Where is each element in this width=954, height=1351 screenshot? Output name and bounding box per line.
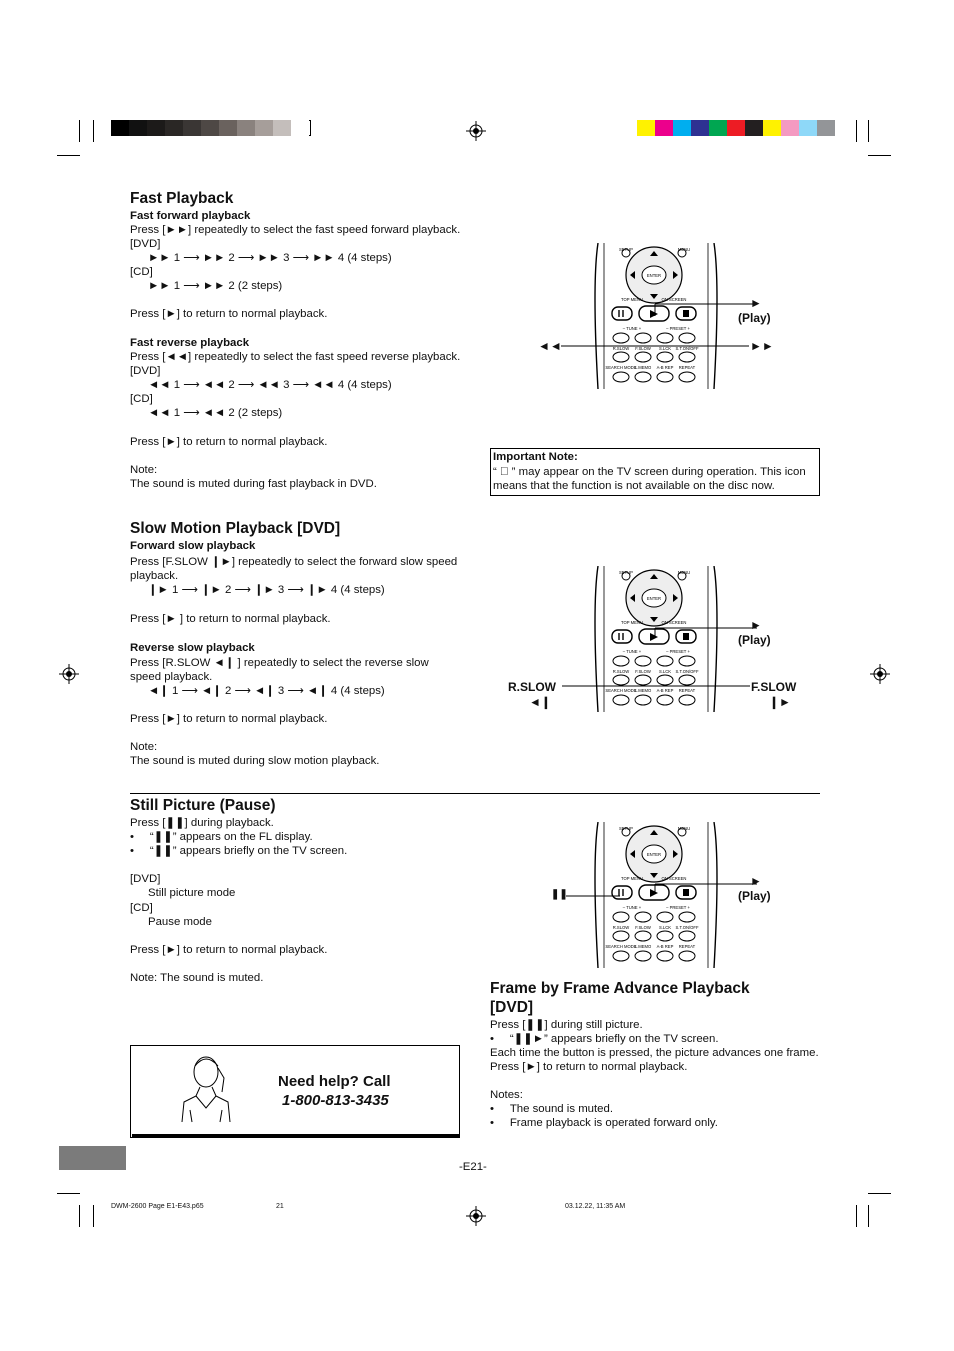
slow-motion-title: Slow Motion Playback [DVD]	[130, 520, 341, 537]
function-button	[635, 695, 651, 705]
frame-line3: Press [►] to return to normal playback.	[490, 1061, 688, 1073]
function-button	[657, 695, 673, 705]
rewind-label: ◄◄	[538, 339, 562, 353]
fast-note-label: Note:	[130, 464, 158, 476]
function-label: S.T.ON/OFF	[675, 346, 699, 351]
footer-num: 21	[276, 1203, 284, 1210]
reverse-slow-intro2: speed playback.	[130, 671, 213, 683]
preset-label: – PRESET +	[666, 326, 690, 331]
function-label: R.SLOW	[612, 925, 630, 930]
enter-label: ENTER	[646, 596, 662, 601]
function-button	[657, 931, 673, 941]
still-cd-label: [CD]	[130, 902, 153, 914]
reverse-slow-intro1: Press [R.SLOW ◄❙ ] repeatedly to select the reverse slow	[130, 657, 429, 669]
function-button	[613, 931, 629, 941]
play-label-2: (Play)	[738, 633, 771, 647]
color-swatch	[763, 120, 781, 136]
function-label: SEARCH MODE	[605, 365, 637, 370]
color-swatch	[129, 120, 147, 136]
frame-note2-text: Frame playback is operated forward only.	[509, 1117, 718, 1129]
on-screen-label: ON SCREEN	[661, 876, 687, 881]
color-swatch	[183, 120, 201, 136]
fast-playback-title: Fast Playback	[130, 190, 234, 207]
color-swatch	[237, 120, 255, 136]
function-button	[657, 951, 673, 961]
skip-button	[635, 912, 651, 922]
function-button	[635, 352, 651, 362]
function-label: A-B REP	[656, 944, 674, 949]
color-swatch	[637, 120, 655, 136]
function-label: S.LCK	[658, 925, 672, 930]
function-label: S.LCK	[658, 346, 672, 351]
function-label: REPEAT	[678, 365, 696, 370]
important-note-line2: means that the function is not available on the disc now.	[493, 480, 775, 492]
frame-note1-text: The sound is muted.	[509, 1103, 614, 1115]
frame-notes-label: Notes:	[490, 1089, 523, 1101]
still-bullet1: • “❚❚” appears on the FL display.	[130, 831, 313, 843]
fast-forward-heading: Fast forward playback	[130, 210, 251, 222]
forward-slow-heading: Forward slow playback	[130, 540, 256, 552]
registration-mark-right	[870, 664, 890, 684]
play-arrow-3: ►	[750, 874, 762, 888]
help-phone-number: 1-800-813-3435	[282, 1092, 389, 1109]
skip-button	[613, 912, 629, 922]
function-label: A-B REP	[656, 365, 674, 370]
frame-line2: Each time the button is pressed, the picture advances one frame.	[490, 1047, 819, 1059]
ff-dvd-sequence: ►► 1 ⟶ ►► 2 ⟶ ►► 3 ⟶ ►► 4 (4 steps)	[148, 252, 392, 264]
setup-label: SETUP	[619, 826, 633, 831]
top-menu-label: TOP MENU	[621, 620, 643, 625]
function-label: SEARCH MODE	[605, 688, 637, 693]
reverse-slow-sequence: ◄❙ 1 ⟶ ◄❙ 2 ⟶ ◄❙ 3 ⟶ ◄❙ 4 (4 steps)	[148, 685, 385, 697]
function-label: F.SLOW	[635, 925, 651, 930]
help-text: Need help? Call	[278, 1073, 391, 1090]
fr-dvd-sequence: ◄◄ 1 ⟶ ◄◄ 2 ⟶ ◄◄ 3 ⟶ ◄◄ 4 (4 steps)	[148, 379, 392, 391]
function-label: R.SLOW	[612, 669, 630, 674]
still-dvd-mode: Still picture mode	[148, 887, 236, 899]
important-note-title: Important Note:	[493, 451, 578, 463]
slow-note: The sound is muted during slow motion playback.	[130, 755, 380, 767]
function-button	[635, 951, 651, 961]
skip-button	[657, 912, 673, 922]
registration-mark-bottom	[466, 1206, 486, 1226]
still-picture-title: Still Picture (Pause)	[130, 797, 276, 814]
fast-reverse-heading: Fast reverse playback	[130, 337, 250, 349]
function-label: F.SLOW	[635, 669, 651, 674]
color-swatch	[673, 120, 691, 136]
function-button	[613, 695, 629, 705]
forward-slow-intro2: playback.	[130, 570, 179, 582]
fslow-label: F.SLOW	[751, 680, 797, 694]
color-swatch	[111, 120, 129, 136]
menu-label: MENU	[677, 826, 691, 831]
function-label: SEARCH MODE	[605, 944, 637, 949]
frame-note1: • The sound is muted.	[490, 1103, 614, 1115]
tune-label: – TUNE +	[622, 905, 642, 910]
function-label: R.SLOW	[612, 346, 630, 351]
slow-note-label: Note:	[130, 741, 158, 753]
person-on-phone-icon	[178, 1052, 234, 1124]
function-button	[613, 951, 629, 961]
function-button	[679, 951, 695, 961]
still-bullet1-text: “❚❚” appears on the FL display.	[149, 831, 313, 843]
fr-cd-label: [CD]	[130, 393, 153, 405]
slow-callout-lines	[520, 620, 780, 690]
setup-label: SETUP	[619, 570, 633, 575]
page-tab	[59, 1146, 126, 1170]
fast-note: The sound is muted during fast playback in DVD.	[130, 478, 377, 490]
function-button	[635, 931, 651, 941]
function-label: REPEAT	[678, 688, 696, 693]
forward-slow-intro1: Press [F.SLOW ❙►] repeatedly to select the forward slow speed	[130, 556, 458, 568]
still-line1: Press [❚❚] during playback.	[130, 817, 274, 829]
function-label: F.SLOW	[635, 346, 651, 351]
color-swatch	[273, 120, 291, 136]
pause-label: ❚❚	[551, 889, 568, 900]
still-cd-mode: Pause mode	[148, 916, 212, 928]
function-button	[679, 695, 695, 705]
color-swatch	[799, 120, 817, 136]
color-swatch	[255, 120, 273, 136]
footer-file: DWM-2600 Page E1-E43.p65	[111, 1203, 204, 1210]
color-swatch	[709, 120, 727, 136]
function-label: L.MEMO	[634, 688, 652, 693]
frame-title-line2: [DVD]	[490, 999, 534, 1016]
skip-button	[679, 912, 695, 922]
important-note-line1: “ ⃠ ” may appear on the TV screen during operation. This icon	[493, 466, 806, 478]
color-swatch	[219, 120, 237, 136]
color-swatch	[201, 120, 219, 136]
ff-intro: Press [►►] repeatedly to select the fast speed forward playback.	[130, 224, 461, 236]
tune-label: – TUNE +	[622, 326, 642, 331]
forward-slow-sequence: ❙► 1 ⟶ ❙► 2 ⟶ ❙► 3 ⟶ ❙► 4 (4 steps)	[148, 584, 385, 596]
play-label-1: (Play)	[738, 311, 771, 325]
color-swatch	[655, 120, 673, 136]
still-bullet2-text: “❚❚” appears briefly on the TV screen.	[149, 845, 348, 857]
function-button	[679, 372, 695, 382]
play-label-3: (Play)	[738, 889, 771, 903]
frame-line1: Press [❚❚] during still picture.	[490, 1019, 643, 1031]
function-label: L.MEMO	[634, 944, 652, 949]
frame-bullet1-text: “❚❚►” appears briefly on the TV screen.	[509, 1033, 719, 1045]
frame-title-line1: Frame by Frame Advance Playback	[490, 980, 750, 997]
registration-mark-top	[466, 121, 486, 141]
fr-intro: Press [◄◄] repeatedly to select the fast speed reverse playback.	[130, 351, 461, 363]
footer-date: 03.12.22, 11:35 AM	[565, 1203, 626, 1210]
color-swatch	[781, 120, 799, 136]
fr-return: Press [►] to return to normal playback.	[130, 436, 328, 448]
function-button	[657, 352, 673, 362]
color-swatch	[147, 120, 165, 136]
play-arrow-1: ►	[750, 296, 762, 310]
fast-forward-label: ►►	[750, 339, 774, 353]
function-label: S.LCK	[658, 669, 672, 674]
color-swatch	[727, 120, 745, 136]
still-bullet2: • “❚❚” appears briefly on the TV screen.	[130, 845, 348, 857]
slow-return2: Press [►] to return to normal playback.	[130, 713, 328, 725]
function-label: L.MEMO	[634, 365, 652, 370]
top-menu-label: TOP MENU	[621, 297, 643, 302]
reverse-slow-heading: Reverse slow playback	[130, 642, 255, 654]
frame-note2: • Frame playback is operated forward only.	[490, 1117, 718, 1129]
help-box-shadow	[132, 1134, 460, 1138]
preset-label: – PRESET +	[666, 905, 690, 910]
frame-bullet1: • “❚❚►” appears briefly on the TV screen.	[490, 1033, 719, 1045]
still-note: Note: The sound is muted.	[130, 972, 264, 984]
color-swatch	[165, 120, 183, 136]
ff-return: Press [►] to return to normal playback.	[130, 308, 328, 320]
color-swatch	[291, 120, 309, 136]
function-button	[635, 372, 651, 382]
section-divider	[130, 793, 820, 794]
page-number: -E21-	[459, 1161, 487, 1173]
fslow-symbol: ❙►	[769, 695, 791, 709]
fr-dvd-label: [DVD]	[130, 365, 161, 377]
menu-label: MENU	[677, 570, 691, 575]
rslow-label: R.SLOW	[508, 680, 556, 694]
function-label: S.T.ON/OFF	[675, 925, 699, 930]
ff-cd-label: [CD]	[130, 266, 153, 278]
function-button	[657, 372, 673, 382]
setup-label: SETUP	[619, 247, 633, 252]
registration-mark-left	[59, 664, 79, 684]
rslow-symbol: ◄❙	[529, 695, 551, 709]
slow-return: Press [► ] to return to normal playback.	[130, 613, 331, 625]
enter-label: ENTER	[646, 273, 662, 278]
still-dvd-label: [DVD]	[130, 873, 161, 885]
function-label: A-B REP	[656, 688, 674, 693]
menu-label: MENU	[677, 247, 691, 252]
tune-label: – TUNE +	[622, 649, 642, 654]
function-label: S.T.ON/OFF	[675, 669, 699, 674]
on-screen-label: ON SCREEN	[661, 297, 687, 302]
fr-cd-sequence: ◄◄ 1 ⟶ ◄◄ 2 (2 steps)	[148, 407, 283, 419]
color-swatch	[745, 120, 763, 136]
color-swatch	[817, 120, 835, 136]
function-button	[679, 931, 695, 941]
function-button	[679, 352, 695, 362]
ff-dvd-label: [DVD]	[130, 238, 161, 250]
color-swatch	[691, 120, 709, 136]
still-return: Press [►] to return to normal playback.	[130, 944, 328, 956]
function-button	[613, 372, 629, 382]
top-menu-label: TOP MENU	[621, 876, 643, 881]
enter-label: ENTER	[646, 852, 662, 857]
function-button	[613, 352, 629, 362]
play-arrow-2: ►	[750, 618, 762, 632]
function-label: REPEAT	[678, 944, 696, 949]
on-screen-label: ON SCREEN	[661, 620, 687, 625]
preset-label: – PRESET +	[666, 649, 690, 654]
ff-cd-sequence: ►► 1 ⟶ ►► 2 (2 steps)	[148, 280, 283, 292]
